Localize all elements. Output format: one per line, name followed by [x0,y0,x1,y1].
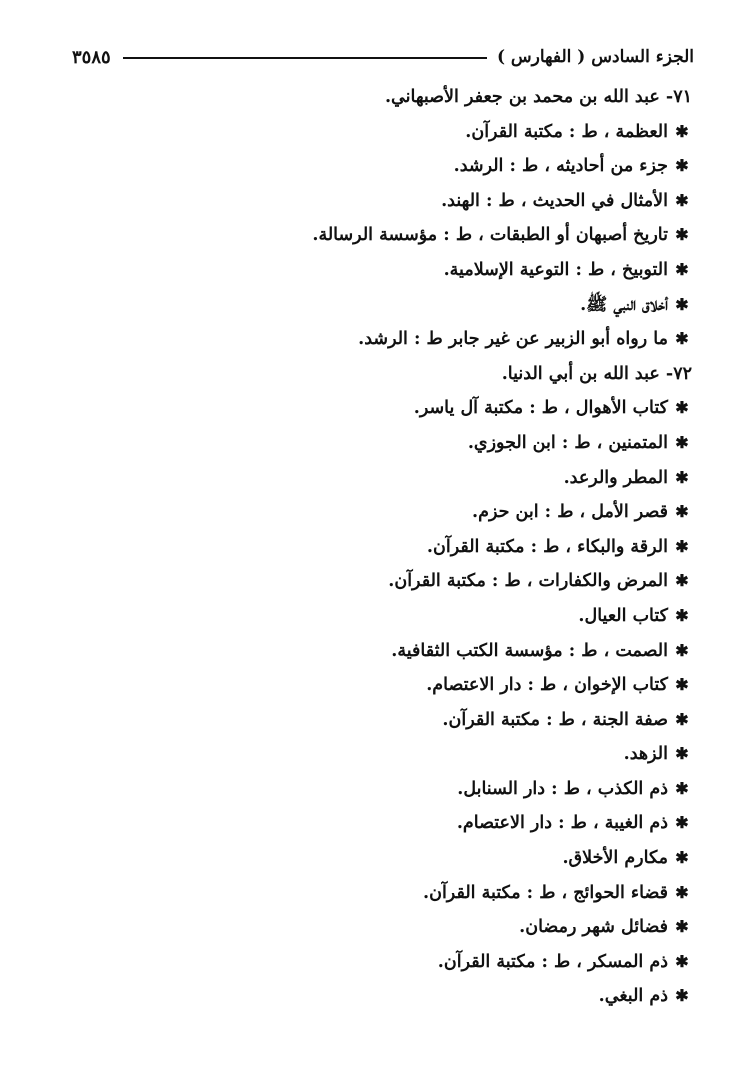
list-item [62,115,692,150]
item-text: جزء من أحاديثه ، ط : الرشد. [453,156,668,177]
list-item [62,876,692,911]
star-bullet-icon: ✱ [675,951,689,971]
list-item [62,599,692,634]
item-text: كتاب العيال. [578,605,668,626]
star-bullet-icon: ✱ [675,813,689,833]
star-bullet-icon: ✱ [675,778,689,798]
running-header [72,40,694,74]
item-text: مكارم الأخلاق. [562,848,668,869]
list-item [62,564,692,599]
star-bullet-icon: ✱ [675,190,689,210]
star-bullet-icon: ✱ [675,502,689,522]
item-text: ذم الغيبة ، ط : دار الاعتصام. [456,813,668,834]
item-text: كتاب الأهوال ، ط : مكتبة آل ياسر. [413,398,668,419]
item-text: ما رواه أبو الزبير عن غير جابر ط : الرشد. [358,329,668,350]
star-bullet-icon: ✱ [675,571,689,591]
star-bullet-icon: ✱ [675,294,689,314]
header-rule [123,57,487,59]
item-text: العظمة ، ط : مكتبة القرآن. [465,121,668,142]
list-item [62,841,692,876]
item-text: الأمثال في الحديث ، ط : الهند. [441,190,668,211]
list-item [62,737,692,772]
star-bullet-icon: ✱ [675,398,689,418]
list-item [62,703,692,738]
index-content [62,80,692,1014]
list-item [62,426,692,461]
list-item [62,668,692,703]
star-bullet-icon: ✱ [675,986,689,1006]
star-bullet-icon: ✱ [675,675,689,695]
item-text: الصمت ، ط : مؤسسة الكتب الثقافية. [391,640,668,661]
item-text: التوبيخ ، ط : التوعية الإسلامية. [443,259,668,280]
star-bullet-icon: ✱ [675,121,689,141]
list-item [62,391,692,426]
item-text: المطر والرعد. [563,467,668,488]
list-item [62,772,692,807]
section-heading: ٧١- عبد الله بن محمد بن جعفر الأصبهاني. [384,87,692,107]
item-text: تاريخ أصبهان أو الطبقات ، ط : مؤسسة الرسالة. [312,225,668,246]
item-text: ذم المسكر ، ط : مكتبة القرآن. [437,951,668,972]
list-item [62,530,692,565]
star-bullet-icon: ✱ [675,329,689,349]
item-text: قضاء الحوائج ، ط : مكتبة القرآن. [423,882,668,903]
list-item [62,149,692,184]
item-text: المتمنين ، ط : ابن الجوزي. [467,432,668,453]
header-title: الجزء السادس ( الفهارس ) [496,47,694,67]
star-bullet-icon: ✱ [675,259,689,279]
star-bullet-icon: ✱ [675,640,689,660]
star-bullet-icon: ✱ [675,536,689,556]
star-bullet-icon: ✱ [675,848,689,868]
star-bullet-icon: ✱ [675,467,689,487]
list-item [62,288,692,323]
item-text: كتاب الإخوان ، ط : دار الاعتصام. [426,675,668,696]
list-item [62,910,692,945]
item-text: ذم الكذب ، ط : دار السنابل. [457,778,668,799]
item-text: الرقة والبكاء ، ط : مكتبة القرآن. [426,536,668,557]
star-bullet-icon: ✱ [675,882,689,902]
item-text: صفة الجنة ، ط : مكتبة القرآن. [442,709,668,730]
item-text: ذم البغي. [598,986,668,1007]
item-text: فضائل شهر رمضان. [519,917,668,938]
star-bullet-icon: ✱ [675,917,689,937]
page-number: ٣٥٨٥ [72,46,111,68]
list-item [62,253,692,288]
list-item [62,979,692,1014]
star-bullet-icon: ✱ [675,605,689,625]
list-item [62,322,692,357]
item-text: قصر الأمل ، ط : ابن حزم. [472,502,668,523]
list-item [62,945,692,980]
list-item [62,634,692,669]
item-text: أخلاق النبي ﷺ. [580,294,668,315]
list-item [62,806,692,841]
star-bullet-icon: ✱ [675,225,689,245]
list-item [62,218,692,253]
section-heading: ٧٢- عبد الله بن أبي الدنيا. [501,363,692,384]
star-bullet-icon: ✱ [675,744,689,764]
list-item [62,184,692,219]
item-text: المرض والكفارات ، ط : مكتبة القرآن. [388,571,668,592]
list-item [62,495,692,530]
star-bullet-icon: ✱ [675,432,689,452]
item-text: الزهد. [623,744,668,765]
star-bullet-icon: ✱ [675,156,689,176]
list-item [62,461,692,496]
star-bullet-icon: ✱ [675,709,689,729]
